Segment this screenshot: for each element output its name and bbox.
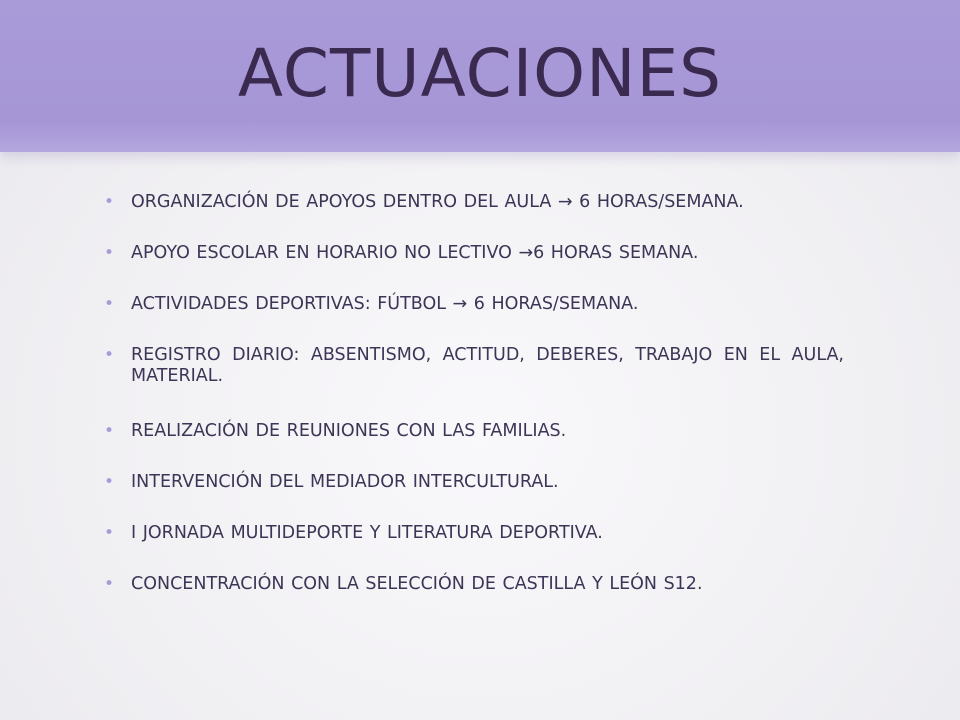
- bullet-item: [104, 421, 844, 442]
- bullet-text: APOYO ESCOLAR EN HORARIO NO LECTIVO →6 HORAS SEMANA.: [131, 243, 699, 263]
- bullet-text: I JORNADA MULTIDEPORTE Y LITERATURA DEPORTIVA.: [131, 523, 603, 543]
- bullet-icon: •: [104, 243, 115, 263]
- slide-title: ACTUACIONES: [237, 35, 723, 112]
- bullet-text: ACTIVIDADES DEPORTIVAS: FÚTBOL → 6 HORAS/SEMANA.: [131, 294, 639, 314]
- bullet-icon: •: [104, 472, 115, 492]
- bullet-item: [104, 294, 844, 315]
- bullet-item: [104, 574, 844, 595]
- bullet-icon: •: [104, 345, 115, 365]
- bullet-text: CONCENTRACIÓN CON LA SELECCIÓN DE CASTILLA Y LEÓN S12.: [131, 574, 703, 594]
- bullet-item: [104, 243, 844, 264]
- bullet-item: [104, 472, 844, 493]
- bullet-item: [104, 345, 844, 387]
- bullet-icon: •: [104, 421, 115, 441]
- title-band: [0, 0, 960, 152]
- bullet-text: REGISTRO DIARIO: ABSENTISMO, ACTITUD, DEBERES, TRABAJO EN EL AULA, MATERIAL.: [131, 345, 844, 386]
- bullet-text: ORGANIZACIÓN DE APOYOS DENTRO DEL AULA → 6 HORAS/SEMANA.: [131, 192, 744, 212]
- bullet-icon: •: [104, 294, 115, 314]
- bullet-item: [104, 192, 844, 213]
- bullet-text: REALIZACIÓN DE REUNIONES CON LAS FAMILIAS.: [131, 421, 567, 441]
- bullet-text: INTERVENCIÓN DEL MEDIADOR INTERCULTURAL.: [131, 472, 559, 492]
- bullet-item: [104, 523, 844, 544]
- bullet-icon: •: [104, 574, 115, 594]
- bullet-icon: •: [104, 192, 115, 212]
- bullet-list: [104, 192, 844, 625]
- bullet-icon: •: [104, 523, 115, 543]
